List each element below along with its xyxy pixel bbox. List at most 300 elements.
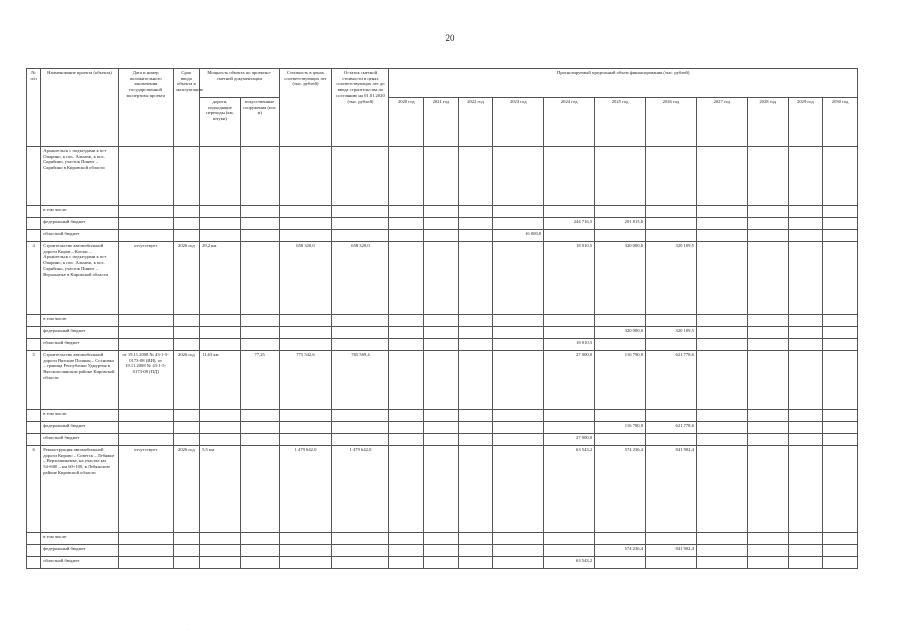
remaining-value [332,230,389,242]
year-amount: 116 790,8 [595,422,646,434]
year-amount [696,557,747,569]
capacity-art [240,206,279,218]
year-amount [458,147,493,206]
expertise-info [118,434,173,446]
cost-value [279,434,332,446]
year-amount [696,533,747,545]
project-continuation-row [27,147,858,206]
year-amount [747,545,788,557]
header-year: 2021 год [424,98,459,147]
row-number [27,434,41,446]
year-amount [389,351,424,410]
year-amount [493,410,544,422]
project-name: федеральный бюджет [41,545,118,557]
expertise-info [118,230,173,242]
capacity-roads [200,339,241,351]
commission-term: 2026 год [173,242,199,315]
capacity-roads [200,147,241,206]
project-row [27,351,858,410]
year-amount [646,218,697,230]
year-amount [493,147,544,206]
year-amount [747,218,788,230]
year-amount [747,446,788,533]
year-amount: 18 010,5 [544,339,595,351]
remaining-value [332,218,389,230]
year-amount [788,545,823,557]
expertise-info [118,218,173,230]
project-name: областной бюджет [41,434,118,446]
row-number [27,545,41,557]
year-amount [424,327,459,339]
year-amount [823,315,858,327]
year-amount [424,422,459,434]
year-amount [747,422,788,434]
year-amount [747,147,788,206]
budget-row [27,327,858,339]
year-amount [788,434,823,446]
year-amount [696,351,747,410]
year-amount: 244 716,5 [544,218,595,230]
year-amount [747,434,788,446]
year-amount [595,557,646,569]
header-capacity: Мощность объекта по проектно-сметной документации [200,69,279,98]
year-amount [458,422,493,434]
year-amount [544,315,595,327]
capacity-art [240,422,279,434]
year-amount [788,230,823,242]
year-amount [595,410,646,422]
year-amount [458,533,493,545]
cost-value: 658 320,0 [279,242,332,315]
year-amount [595,339,646,351]
year-amount: 574 236,4 [595,446,646,533]
capacity-art [240,230,279,242]
commission-term [173,339,199,351]
commission-term [173,557,199,569]
year-amount [696,147,747,206]
year-amount [788,242,823,315]
row-number [27,533,41,545]
year-amount [424,533,459,545]
year-amount [424,218,459,230]
year-amount [823,446,858,533]
year-amount [788,315,823,327]
expertise-info [118,422,173,434]
year-amount [389,315,424,327]
year-amount [424,147,459,206]
project-name: Реконструкция автомобильной дороги Кирово – Советск – Лебяжье – Верхошижемье, на участке км 54+600 – км 60+100, в Лебяжском районе Кировской области [41,446,118,533]
year-amount [595,434,646,446]
header-capacity-art: искусственные сооружения (пог. м) [240,98,279,147]
year-amount [424,434,459,446]
capacity-art: 77,25 [240,351,279,410]
capacity-art [240,557,279,569]
year-amount: 27 000,0 [544,434,595,446]
commission-term [173,434,199,446]
year-amount [493,545,544,557]
table-header [27,69,858,147]
capacity-art [240,242,279,315]
budget-row [27,557,858,569]
commission-term [173,533,199,545]
commission-term [173,422,199,434]
header-year: 2030 год [823,98,858,147]
year-amount [544,327,595,339]
capacity-art [240,147,279,206]
year-amount [493,533,544,545]
year-amount: 621 778,6 [646,351,697,410]
year-amount [646,147,697,206]
header-year: 2024 год [544,98,595,147]
year-amount [747,351,788,410]
year-amount [823,351,858,410]
commission-term [173,147,199,206]
year-amount [747,242,788,315]
cost-value: 775 542,6 [279,351,332,410]
year-amount [646,339,697,351]
year-amount [747,557,788,569]
capacity-art [240,446,279,533]
year-amount [646,206,697,218]
year-amount [747,533,788,545]
year-amount [544,147,595,206]
header-year: 2028 год [747,98,788,147]
year-amount [696,206,747,218]
capacity-roads [200,327,241,339]
header-forecast: Прогнозируемый предельный объем финансирования (тыс. рублей) [389,69,858,98]
year-amount [458,545,493,557]
year-amount [747,315,788,327]
project-row [27,446,858,533]
year-amount [696,315,747,327]
cost-value [279,206,332,218]
year-amount [424,206,459,218]
commission-term [173,545,199,557]
row-number: 5 [27,351,41,410]
scan-mark: · [187,627,189,632]
year-amount [544,545,595,557]
row-number [27,327,41,339]
year-amount: 63 543,2 [544,557,595,569]
remaining-value [332,206,389,218]
cost-value [279,327,332,339]
year-amount [696,545,747,557]
capacity-roads [200,218,241,230]
year-amount [696,339,747,351]
remaining-value [332,410,389,422]
year-amount [747,410,788,422]
year-amount [458,242,493,315]
year-amount [424,315,459,327]
cost-value [279,339,332,351]
cost-value [279,557,332,569]
remaining-value: 658 320,0 [332,242,389,315]
row-number [27,410,41,422]
capacity-art [240,339,279,351]
year-amount [823,147,858,206]
capacity-art [240,315,279,327]
capacity-art [240,533,279,545]
expertise-info: от 19.11.2008 № 43-1-5-0173-08 (ИИ), от 19.11.2008 № 43-1-5-0173-08 (ПД) [118,351,173,410]
project-name: областной бюджет [41,557,118,569]
year-amount [424,351,459,410]
project-name: областной бюджет [41,230,118,242]
year-amount [595,315,646,327]
expertise-info [118,533,173,545]
remaining-value [332,147,389,206]
remaining-value [332,557,389,569]
year-amount [788,218,823,230]
year-amount [646,410,697,422]
row-number [27,206,41,218]
project-name: федеральный бюджет [41,218,118,230]
year-amount [823,557,858,569]
year-amount [788,339,823,351]
remaining-value [332,422,389,434]
year-amount: 320 109,5 [646,327,697,339]
year-amount: 841 902,4 [646,446,697,533]
year-amount: 18 010,5 [544,242,595,315]
financing-table [26,68,858,569]
year-amount [544,230,595,242]
cost-value [279,422,332,434]
year-amount [458,446,493,533]
commission-term: 2026 год [173,446,199,533]
year-amount [823,242,858,315]
year-amount [696,218,747,230]
year-amount [493,422,544,434]
year-amount [747,206,788,218]
year-amount [389,557,424,569]
year-amount [493,218,544,230]
year-amount [595,533,646,545]
year-amount [389,533,424,545]
header-capacity-roads: дороги, подходящие переходы (км, штуки) [200,98,241,147]
year-amount [458,339,493,351]
expertise-info [118,327,173,339]
year-amount [493,315,544,327]
project-name: Архангельск с подъездами к пгт Опарино, к пос. Альмеж, к пос. Скрябино, участок Пинюг – Скрябино в Кировской области [41,147,118,206]
header-year: 2025 год [595,98,646,147]
capacity-roads: 29,2 км [200,242,241,315]
expertise-info: отсутствует [118,242,173,315]
year-amount [788,206,823,218]
year-amount [424,339,459,351]
year-amount: 320 109,5 [646,242,697,315]
year-amount [493,339,544,351]
remaining-value [332,315,389,327]
year-amount [646,533,697,545]
year-amount [458,557,493,569]
capacity-roads [200,557,241,569]
capacity-art [240,410,279,422]
cost-value [279,218,332,230]
row-number [27,147,41,206]
year-amount [389,446,424,533]
year-amount [788,557,823,569]
table-body [27,147,858,569]
remaining-value [332,434,389,446]
capacity-art [240,327,279,339]
year-amount [747,339,788,351]
year-amount [696,434,747,446]
year-amount [747,327,788,339]
year-amount [389,327,424,339]
capacity-roads [200,422,241,434]
year-amount [389,545,424,557]
year-amount [823,533,858,545]
year-amount [823,218,858,230]
project-name: в том числе: [41,533,118,545]
project-name: в том числе: [41,410,118,422]
year-amount [823,434,858,446]
year-amount [788,410,823,422]
year-amount [458,218,493,230]
capacity-roads [200,206,241,218]
year-amount [458,230,493,242]
project-row [27,242,858,315]
year-amount [424,545,459,557]
row-number [27,218,41,230]
year-amount [458,206,493,218]
capacity-art [240,434,279,446]
commission-term: 2026 год [173,351,199,410]
cost-value [279,147,332,206]
row-number [27,339,41,351]
cost-value [279,545,332,557]
cost-value [279,315,332,327]
year-amount [823,327,858,339]
year-amount [646,434,697,446]
header-cost: Стоимость в ценах соответствующих лет (тыс. рублей) [279,69,332,147]
year-amount [389,230,424,242]
year-amount [389,434,424,446]
year-amount [823,339,858,351]
expertise-info [118,147,173,206]
capacity-roads: 11,63 км [200,351,241,410]
year-amount [788,446,823,533]
header-term: Срок ввода объекта в эксплуатацию [173,69,199,147]
expertise-info [118,315,173,327]
year-amount: 841 902,4 [646,545,697,557]
year-amount [595,147,646,206]
year-amount [696,410,747,422]
year-amount: 320 000,0 [595,242,646,315]
capacity-roads [200,545,241,557]
row-number [27,557,41,569]
remaining-value [332,327,389,339]
expertise-info [118,545,173,557]
year-amount [458,327,493,339]
year-amount [493,446,544,533]
header-expertise: Дата и номер положительного заключения государственной экспертизы проекта [118,69,173,147]
capacity-roads [200,533,241,545]
year-amount [458,351,493,410]
capacity-roads [200,315,241,327]
year-amount [595,206,646,218]
expertise-info [118,557,173,569]
header-year: 2020 год [389,98,424,147]
project-name: федеральный бюджет [41,422,118,434]
cost-value [279,533,332,545]
year-amount: 621 778,6 [646,422,697,434]
header-year: 2023 год [493,98,544,147]
row-number [27,230,41,242]
year-amount [389,147,424,206]
capacity-roads [200,230,241,242]
year-amount [389,422,424,434]
cost-value: 1 479 642,0 [279,446,332,533]
remaining-value [332,533,389,545]
header-year: 2029 год [788,98,823,147]
capacity-roads: 5,5 км [200,446,241,533]
header-year: 2022 год [458,98,493,147]
budget-row [27,434,858,446]
year-amount [646,557,697,569]
year-amount [696,230,747,242]
year-amount [389,218,424,230]
year-amount [493,434,544,446]
year-amount [389,410,424,422]
year-amount [696,422,747,434]
project-name: в том числе: [41,315,118,327]
year-amount [788,351,823,410]
header-year: 2027 год [696,98,747,147]
year-amount [493,351,544,410]
row-number: 4 [27,242,41,315]
year-amount: 16 000,0 [493,230,544,242]
header-no: № п/п [27,69,41,147]
year-amount: 63 543,2 [544,446,595,533]
year-amount [389,206,424,218]
year-amount [493,557,544,569]
year-amount [823,545,858,557]
year-amount [823,410,858,422]
year-amount [788,147,823,206]
budget-row [27,230,858,242]
project-name: Строительство автомобильной дороги Вятские Поляны – Сосновка – граница Республики Удмуртия в Вятскополянском районе Кировской области [41,351,118,410]
commission-term [173,410,199,422]
year-amount [788,422,823,434]
year-amount [389,339,424,351]
header-name: Наименование проекта (объекта) [41,69,118,147]
year-amount: 116 790,8 [595,351,646,410]
year-amount [493,327,544,339]
year-amount [544,206,595,218]
year-amount [424,557,459,569]
budget-row [27,533,858,545]
year-amount [424,446,459,533]
commission-term [173,315,199,327]
year-amount [544,422,595,434]
year-amount [823,206,858,218]
commission-term [173,327,199,339]
budget-row [27,410,858,422]
header-year: 2026 год [646,98,697,147]
commission-term [173,230,199,242]
row-number [27,315,41,327]
capacity-roads [200,410,241,422]
header-remaining: Остаток сметной стоимости в ценах соответствующих лет до ввода строительства по состоянию на 01.01.2020 (тыс. рублей) [332,69,389,147]
commission-term [173,218,199,230]
budget-row [27,422,858,434]
year-amount: 320 000,0 [595,327,646,339]
year-amount: 574 236,4 [595,545,646,557]
year-amount [788,533,823,545]
year-amount [696,242,747,315]
year-amount [788,327,823,339]
year-amount [823,230,858,242]
